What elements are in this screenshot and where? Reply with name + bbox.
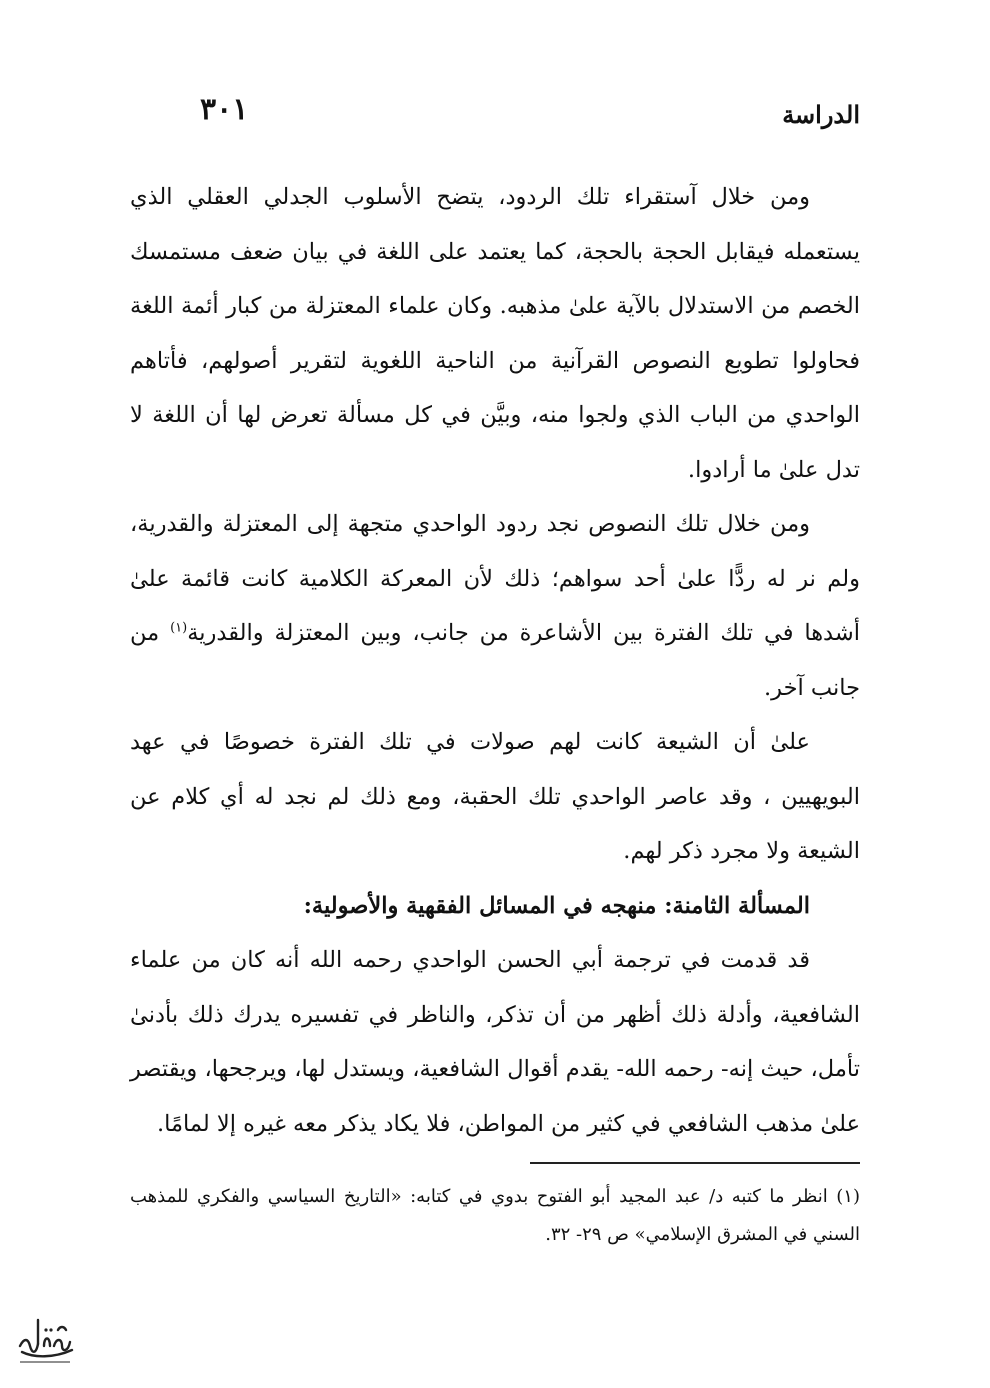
paragraph-2-text: ومن خلال تلك النصوص نجد ردود الواحدي متجهة إلى المعتزلة والقدرية، ولم نر له ردًّا علىٰ أحد سواهم؛ ذلك لأن المعركة الكلامية كانت قائمة علىٰ أشدها في تلك الفترة بين الأشاعرة من جانب، وبين المعتزلة والقدرية <box>130 511 860 646</box>
running-header <box>130 92 860 142</box>
paragraph-2-tail: من جانب آخر. <box>130 620 860 701</box>
paragraph-1: ومن خلال آستقراء تلك الردود، يتضح الأسلوب الجدلي العقلي الذي يستعمله فيقابل الحجة بالحجة، كما يعتمد على اللغة في بيان ضعف مستمسك الخصم من الاستدلال بالآية علىٰ مذهبه. وكان علماء المعتزلة من كبار أئمة اللغة فحاولوا تطويع النصوص القرآنية من الناحية اللغوية لتقرير أصولهم، فأتاهم الواحدي من الباب الذي ولجوا منه، وبيَّن في كل مسألة تعرض لها أن اللغة لا تدل علىٰ ما أرادوا. <box>130 184 860 483</box>
main-text <box>130 170 860 1151</box>
publisher-stamp-logo <box>14 1308 76 1370</box>
page-number: ٣٠١ <box>200 92 249 127</box>
footnote <box>130 1178 860 1254</box>
footnote-reference[interactable]: (١) <box>170 620 188 636</box>
paragraph-3: علىٰ أن الشيعة كانت لهم صولات في تلك الفترة خصوصًا في عهد البويهيين ، وقد عاصر الواحدي تلك الحقبة، ومع ذلك لم نجد له أي كلام عن الشيعة ولا مجرد ذكر لهم. <box>130 729 860 864</box>
section-heading: المسألة الثامنة: منهجه في المسائل الفقهية والأصولية: <box>303 892 810 919</box>
footnote-text: انظر ما كتبه د/ عبد المجيد أبو الفتوح بدوي في كتابه: «التاريخ السياسي والفكري للمذهب السني في المشرق الإسلامي» ص ٢٩- ٣٢. <box>130 1186 860 1245</box>
footnote-divider <box>530 1162 860 1164</box>
footnote-marker: (١) <box>836 1186 860 1207</box>
paragraph-4: قد قدمت في ترجمة أبي الحسن الواحدي رحمه الله أنه كان من علماء الشافعية، وأدلة ذلك أظهر من أن تذكر، والناظر في تفسيره يدرك ذلك بأدنىٰ تأمل، حيث إنه- رحمه الله- يقدم أقوال الشافعية، ويستدل لها، ويرجحها، ويقتصر علىٰ مذهب الشافعي في كثير من المواطن، فلا يكاد يذكر معه غيره إلا لمامًا. <box>130 947 860 1137</box>
paragraph-2 <box>130 497 860 715</box>
running-title: الدراسة <box>782 100 860 129</box>
